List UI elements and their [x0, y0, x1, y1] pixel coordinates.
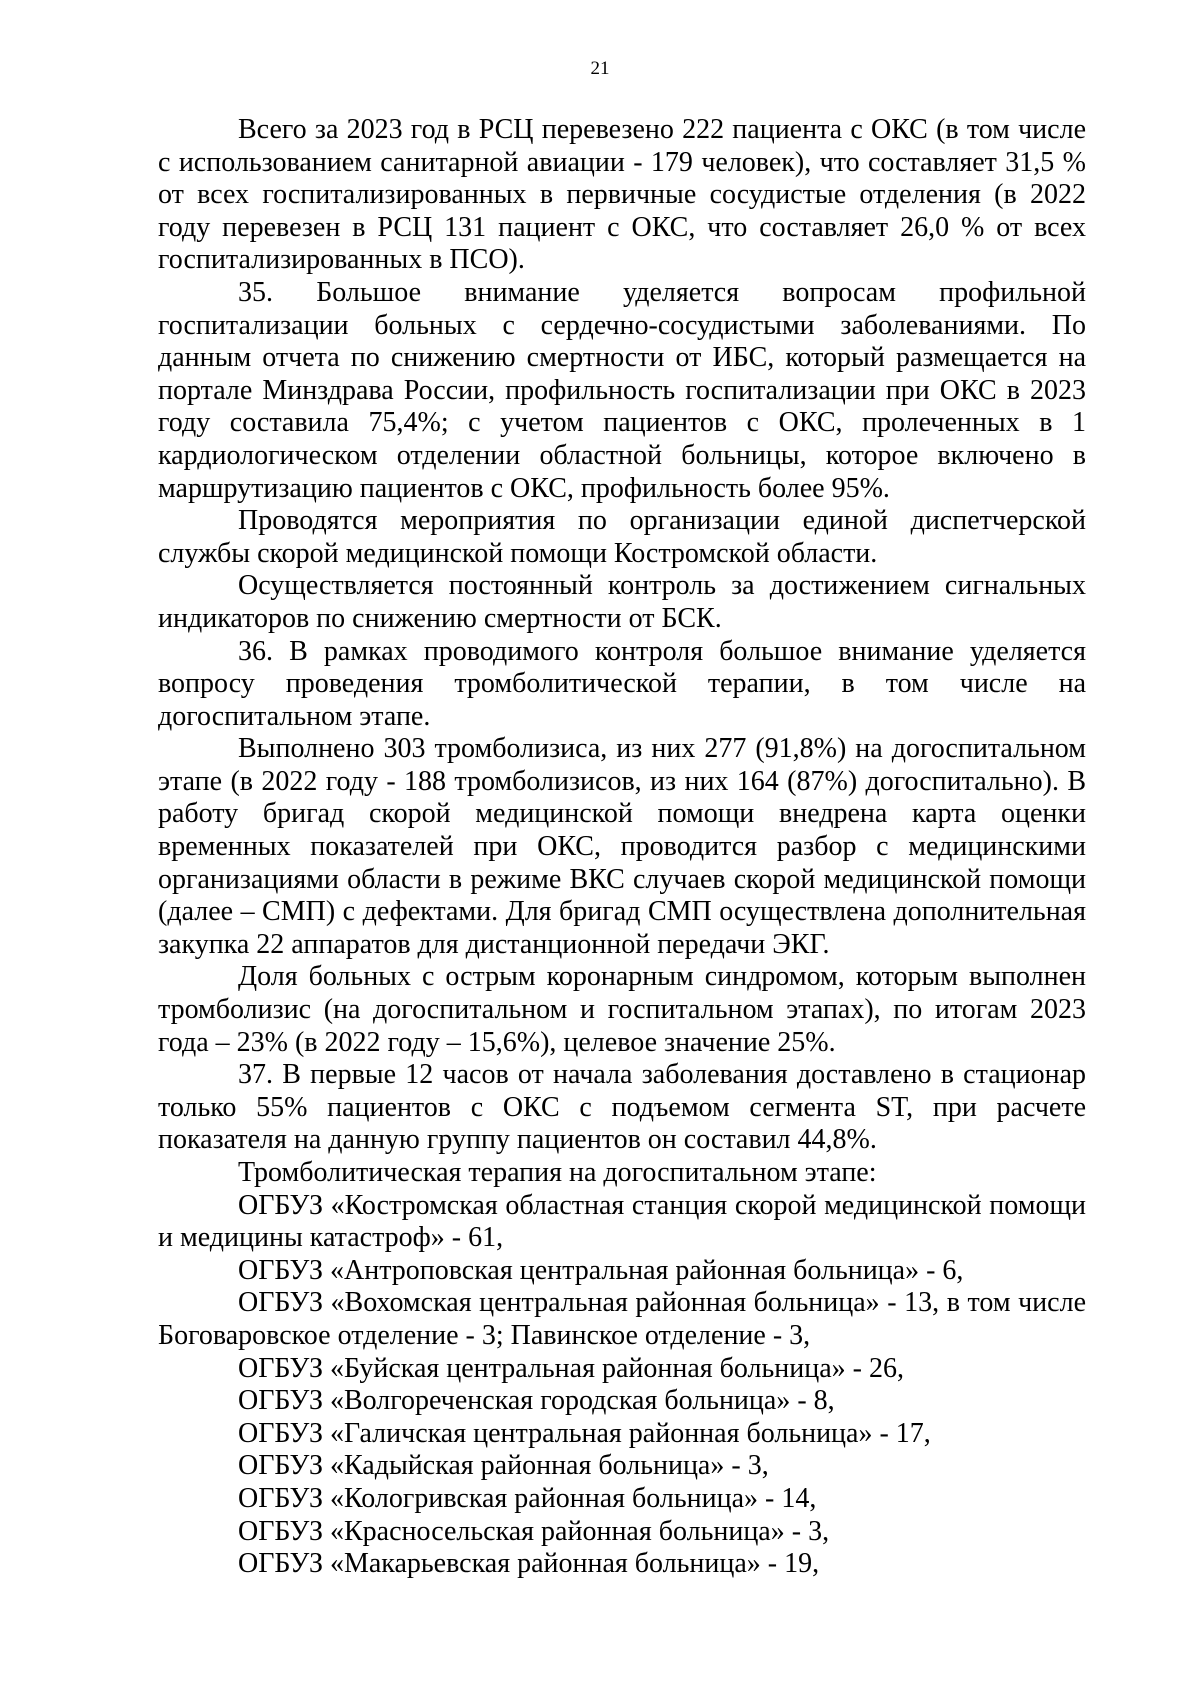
paragraph: ОГБУЗ «Костромская областная станция скорой медицинской помощи и медицины катастроф» - 61, [158, 1189, 1086, 1254]
paragraph: ОГБУЗ «Кадыйская районная больница» - 3, [238, 1450, 769, 1482]
paragraph: Выполнено 303 тромболизиса, из них 277 (91,8%) на догоспитальном этапе (в 2022 году - 188 тромболизисов, из них 164 (87%) догоспитально). В работу бригад скорой медицинской помощи внедрена карта оценки временных показателей при ОКС, проводится разбор с медицинскими организациями области в режиме ВКС случаев скорой медицинской помощи (далее – СМП) с дефектами. Для бригад СМП осуществлена дополнительная закупка 22 аппаратов для дистанционной передачи ЭКГ. [158, 733, 1086, 960]
paragraph: ОГБУЗ «Макарьевская районная больница» - 19, [238, 1548, 820, 1580]
paragraph: ОГБУЗ «Вохомская центральная районная больница» - 13, в том числе Боговаровское отделение - 3; Павинское отделение - 3, [158, 1287, 1086, 1351]
paragraph: ОГБУЗ «Антроповская центральная районная больница» - 6, [238, 1254, 964, 1286]
paragraph: Проводятся мероприятия по организации единой диспетчерской службы скорой медицинской помощи Костромской области. [158, 505, 1086, 569]
paragraph: ОГБУЗ «Кологривская районная больница» - 14, [238, 1482, 817, 1514]
paragraph: 37. В первые 12 часов от начала заболевания доставлено в стационар только 55% пациентов с ОКС с подъемом сегмента ST, при расчете показателя на данную группу пациентов он составил 44,8%. [158, 1059, 1086, 1156]
paragraph: Всего за 2023 год в РСЦ перевезено 222 пациента с ОКС (в том числе с использованием санитарной авиации - 179 человек), что составляет 31,5 % от всех госпитализированных в первичные сосудистые отделения (в 2022 году перевезен в РСЦ 131 пациент с ОКС, что составляет 26,0 % от всех госпитализированных в ПСО). [158, 114, 1086, 276]
paragraph: ОГБУЗ «Галичская центральная районная больница» - 17, [238, 1417, 931, 1449]
page-number: 21 [590, 58, 610, 79]
paragraph: Тромболитическая терапия на догоспитальном этапе: [238, 1157, 877, 1188]
paragraph: ОГБУЗ «Красносельская районная больница» - 3, [238, 1515, 830, 1547]
paragraph: ОГБУЗ «Волгореченская городская больница» - 8, [238, 1385, 835, 1417]
document-body [158, 114, 1086, 1581]
paragraph: 36. В рамках проводимого контроля большое внимание уделяется вопросу проведения тромболитической терапии, в том числе на догоспитальном этапе. [158, 635, 1086, 732]
paragraph: 35. Большое внимание уделяется вопросам профильной госпитализации больных с сердечно-сосудистыми заболеваниями. По данным отчета по снижению смертности от ИБС, который размещается на портале Минздрава России, профильность госпитализации при ОКС в 2023 году составила 75,4%; с учетом пациентов с ОКС, пролеченных в 1 кардиологическом отделении областной больницы, которое включено в маршрутизацию пациентов с ОКС, профильность более 95%. [158, 276, 1086, 504]
paragraph: ОГБУЗ «Буйская центральная районная больница» - 26, [238, 1352, 904, 1384]
paragraph: Осуществляется постоянный контроль за достижением сигнальных индикаторов по снижению смертности от БСК. [158, 570, 1086, 634]
paragraph: Доля больных с острым коронарным синдромом, которым выполнен тромболизис (на догоспитальном и госпитальном этапах), по итогам 2023 года – 23% (в 2022 году – 15,6%), целевое значение 25%. [158, 961, 1086, 1058]
